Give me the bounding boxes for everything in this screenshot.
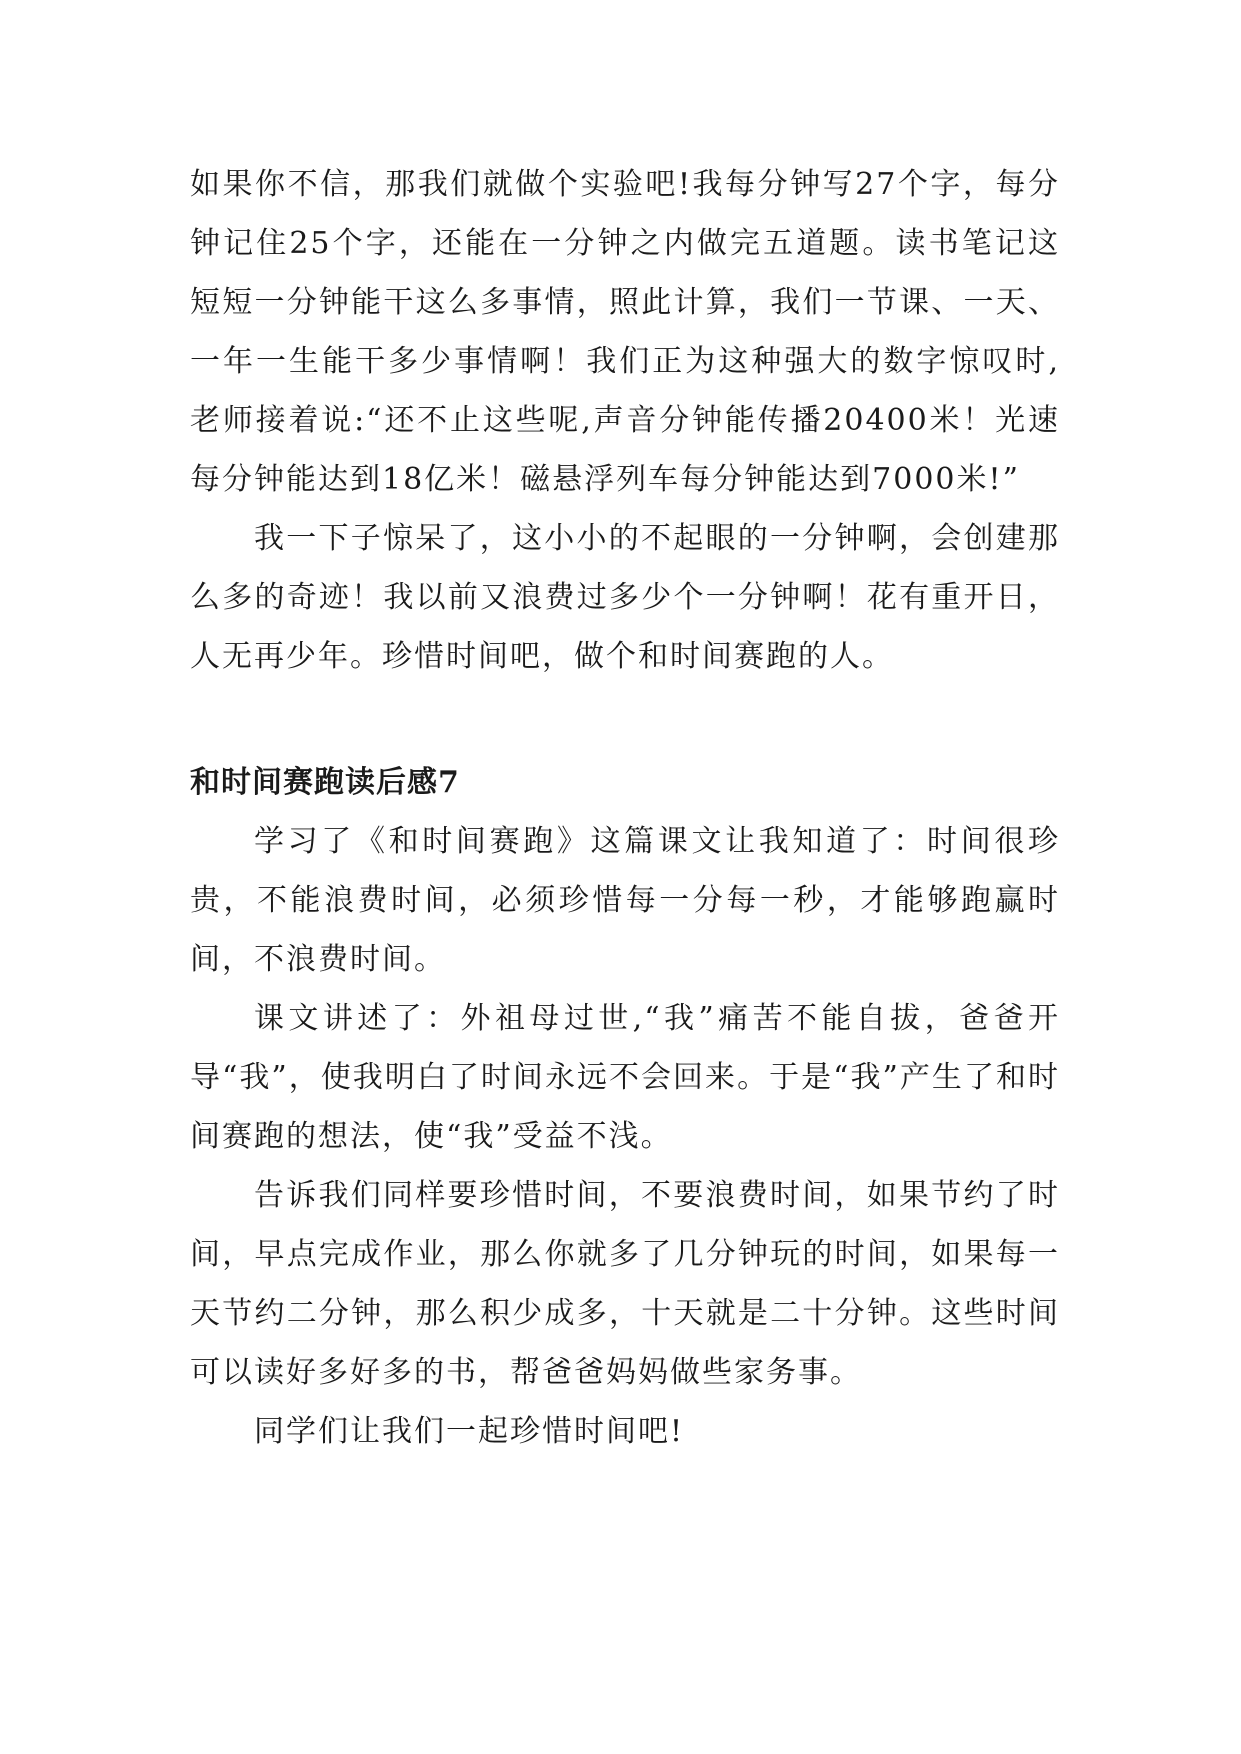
section-gap	[190, 686, 1060, 753]
paragraph-closing: 同学们让我们一起珍惜时间吧!	[254, 1414, 685, 1449]
document-page	[190, 155, 1060, 1461]
paragraph-advice: 告诉我们同样要珍惜时间，不要浪费时间，如果节约了时间，早点完成作业，那么你就多了几分钟玩的时间，如果每一天节约二分钟，那么积少成多，十天就是二十分钟。这些时间可以读好多好多的书，帮爸爸妈妈做些家务事。	[190, 1178, 1060, 1390]
section-title: 和时间赛跑读后感7	[190, 765, 460, 800]
paragraph-experiment: 如果你不信，那我们就做个实验吧!我每分钟写27个字，每分钟记住25个字，还能在一分钟之内做完五道题。读书笔记这短短一分钟能干这么多事情，照此计算，我们一节课、一天、一年一生能干多少事情啊！我们正为这种强大的数字惊叹时,老师接着说:“还不止这些呢,声音分钟能传播20400米！光速每分钟能达到18亿米！磁悬浮列车每分钟能达到7000米!”	[190, 167, 1060, 497]
paragraph-story: 课文讲述了：外祖母过世,“我”痛苦不能自拔，爸爸开导“我”，使我明白了时间永远不会回来。于是“我”产生了和时间赛跑的想法，使“我”受益不浅。	[190, 1001, 1060, 1154]
paragraph-reflection: 我一下子惊呆了，这小小的不起眼的一分钟啊，会创建那么多的奇迹！我以前又浪费过多少个一分钟啊！花有重开日，人无再少年。珍惜时间吧，做个和时间赛跑的人。	[190, 521, 1060, 674]
paragraph-lesson: 学习了《和时间赛跑》这篇课文让我知道了：时间很珍贵，不能浪费时间，必须珍惜每一分每一秒，才能够跑赢时间，不浪费时间。	[190, 824, 1060, 977]
